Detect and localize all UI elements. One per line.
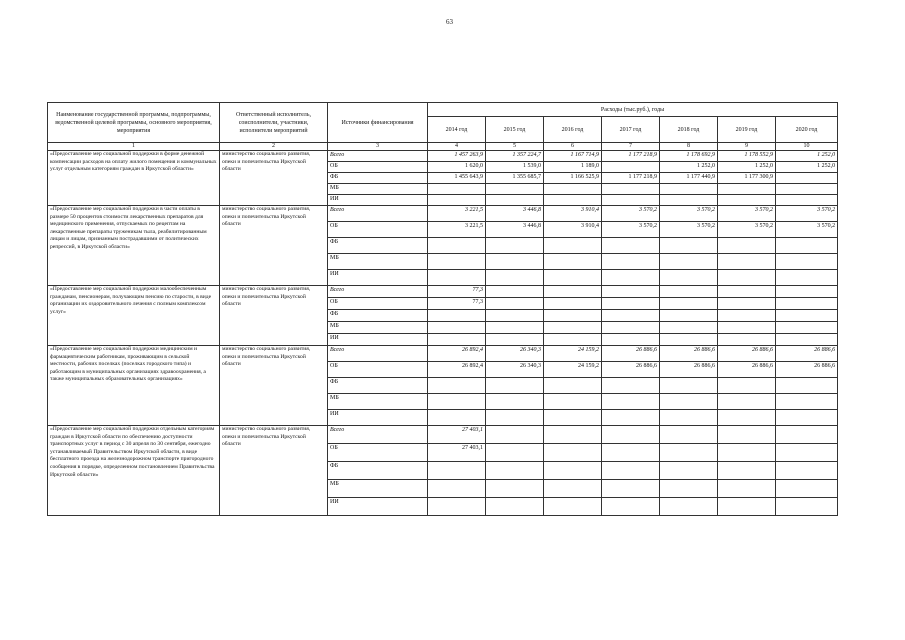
column-number: 7: [602, 143, 660, 151]
column-number: 4: [428, 143, 486, 151]
expense-value: 1 252,0: [660, 162, 718, 173]
expense-value: 77,3: [428, 286, 486, 298]
expense-value: [486, 394, 544, 410]
expense-value: 26 886,6: [776, 346, 838, 362]
expense-value: [718, 184, 776, 195]
expense-value: [602, 195, 660, 206]
expense-value: [660, 378, 718, 394]
responsible-executor: министерство социального развития, опеки и попечительства Иркутской области: [220, 346, 328, 426]
table-row: [48, 151, 838, 162]
expense-value: [544, 310, 602, 322]
expense-value: [486, 480, 544, 498]
expense-value: 1 177 218,9: [602, 173, 660, 184]
expense-value: 26 886,6: [660, 362, 718, 378]
expense-value: [718, 410, 776, 426]
expense-value: 24 159,2: [544, 346, 602, 362]
program-name: «Предоставление мер социальной поддержки медицинским и фармацевтическим работникам, проживающим в сельской местности, рабочих поселках (поселках городского типа) и работающим в муниципальных организациях здравоохранения, а также муниципальных образовательных организациях»: [48, 346, 220, 426]
expense-value: 26 886,6: [660, 346, 718, 362]
expense-value: [660, 498, 718, 516]
expense-value: [428, 322, 486, 334]
expense-value: [660, 238, 718, 254]
expense-value: [486, 195, 544, 206]
expense-value: [776, 334, 838, 346]
expense-value: [660, 426, 718, 444]
expense-value: [776, 173, 838, 184]
expense-value: 3 570,2: [660, 206, 718, 222]
funding-source: МБ: [328, 394, 428, 410]
expense-value: [776, 462, 838, 480]
expense-value: [486, 254, 544, 270]
expense-value: [718, 426, 776, 444]
expense-value: [660, 298, 718, 310]
expense-value: [718, 378, 776, 394]
expense-value: 3 570,2: [718, 222, 776, 238]
expense-value: [602, 334, 660, 346]
expense-value: [602, 480, 660, 498]
expense-value: 1 355 685,7: [486, 173, 544, 184]
funding-source: Всего: [328, 286, 428, 298]
expense-value: [486, 334, 544, 346]
expense-value: 3 570,2: [718, 206, 776, 222]
responsible-executor: министерство социального развития, опеки и попечительства Иркутской области: [220, 426, 328, 516]
expense-value: [486, 184, 544, 195]
expense-value: [486, 444, 544, 462]
expense-value: [776, 480, 838, 498]
expense-value: [602, 254, 660, 270]
expense-value: [660, 334, 718, 346]
expense-value: [718, 298, 776, 310]
expense-value: 1 620,0: [428, 162, 486, 173]
expense-value: 3 570,2: [776, 206, 838, 222]
expense-value: [602, 310, 660, 322]
header-year: 2014 год: [428, 117, 486, 143]
expense-value: [718, 254, 776, 270]
expense-value: [660, 462, 718, 480]
funding-source: МБ: [328, 322, 428, 334]
expense-value: 1 457 263,9: [428, 151, 486, 162]
expense-value: [428, 410, 486, 426]
expense-value: 1 252,0: [718, 162, 776, 173]
expense-value: [660, 394, 718, 410]
expense-value: [486, 498, 544, 516]
header-year: 2015 год: [486, 117, 544, 143]
column-number: 6: [544, 143, 602, 151]
expense-value: [486, 410, 544, 426]
expense-value: [602, 498, 660, 516]
expense-value: [486, 298, 544, 310]
expense-value: [776, 286, 838, 298]
expense-value: [602, 394, 660, 410]
expense-value: [544, 378, 602, 394]
header-year: 2020 год: [776, 117, 838, 143]
program-name: «Предоставление мер социальной поддержки в форме денежной компенсации расходов на оплату жилого помещения и коммунальных услуг отдельным категориям граждан в Иркутской области»: [48, 151, 220, 206]
expense-value: [428, 394, 486, 410]
expense-value: 3 221,5: [428, 222, 486, 238]
expense-value: [660, 410, 718, 426]
expense-value: 1 177 440,9: [660, 173, 718, 184]
expense-value: [718, 310, 776, 322]
expense-value: [776, 498, 838, 516]
column-number: 9: [718, 143, 776, 151]
expense-value: [602, 378, 660, 394]
expense-value: 1 189,0: [544, 162, 602, 173]
expense-value: 1 357 224,7: [486, 151, 544, 162]
expense-value: [486, 286, 544, 298]
expense-value: 27 403,1: [428, 444, 486, 462]
expense-value: [486, 270, 544, 286]
expense-value: [602, 184, 660, 195]
funding-source: ОБ: [328, 444, 428, 462]
table-row: [48, 286, 838, 298]
expense-value: [660, 195, 718, 206]
expense-value: [660, 310, 718, 322]
expense-value: [776, 310, 838, 322]
expense-value: [602, 238, 660, 254]
funding-source: Всего: [328, 426, 428, 444]
expense-value: [776, 254, 838, 270]
funding-source: ФБ: [328, 173, 428, 184]
funding-source: ФБ: [328, 238, 428, 254]
expense-value: [776, 298, 838, 310]
expense-value: [660, 444, 718, 462]
expense-value: 3 221,5: [428, 206, 486, 222]
expense-value: [544, 498, 602, 516]
expense-value: [486, 310, 544, 322]
expense-value: 3 910,4: [544, 222, 602, 238]
funding-source: ИИ: [328, 195, 428, 206]
expense-value: [428, 334, 486, 346]
expense-value: [544, 286, 602, 298]
expense-value: [428, 184, 486, 195]
expense-value: [776, 410, 838, 426]
expense-value: 1 178 692,9: [660, 151, 718, 162]
expense-value: [428, 498, 486, 516]
header-year: 2019 год: [718, 117, 776, 143]
expense-value: 1 177 300,9: [718, 173, 776, 184]
expense-value: [428, 254, 486, 270]
expense-value: [718, 394, 776, 410]
expense-value: [602, 286, 660, 298]
expense-value: [776, 378, 838, 394]
expense-value: [544, 410, 602, 426]
table-row: [48, 206, 838, 222]
expense-value: [602, 322, 660, 334]
header-year: 2016 год: [544, 117, 602, 143]
expense-value: [544, 394, 602, 410]
expense-value: [776, 270, 838, 286]
table-row: [48, 346, 838, 362]
funding-source: ФБ: [328, 310, 428, 322]
expense-value: [776, 238, 838, 254]
funding-source: ФБ: [328, 462, 428, 480]
expense-value: [544, 270, 602, 286]
expense-value: 3 570,2: [602, 222, 660, 238]
header-expenses: Расходы (тыс.руб.), годы: [428, 103, 838, 117]
expense-value: [776, 195, 838, 206]
expense-value: [660, 322, 718, 334]
expense-value: [544, 462, 602, 480]
funding-source: ОБ: [328, 162, 428, 173]
expense-value: [428, 378, 486, 394]
expense-value: [718, 286, 776, 298]
expense-value: [486, 378, 544, 394]
expense-value: [718, 334, 776, 346]
expense-value: 3 570,2: [602, 206, 660, 222]
funding-source: МБ: [328, 184, 428, 195]
expense-value: 3 446,8: [486, 206, 544, 222]
expense-value: [602, 462, 660, 480]
expense-value: [428, 480, 486, 498]
expense-value: 27 403,1: [428, 426, 486, 444]
header-year: 2017 год: [602, 117, 660, 143]
expense-value: 26 340,3: [486, 362, 544, 378]
expense-value: [660, 270, 718, 286]
expense-value: 1 539,0: [486, 162, 544, 173]
expense-value: [428, 195, 486, 206]
program-name: «Предоставление мер социальной поддержки малообеспеченным гражданам, пенсионерам, получающим пенсию по старости, в виде организации их оздоровительного лечения с полным комплексом услуг»: [48, 286, 220, 346]
expense-value: 26 886,6: [602, 362, 660, 378]
expense-value: [660, 480, 718, 498]
expense-value: 26 340,3: [486, 346, 544, 362]
expense-value: [544, 238, 602, 254]
funding-source: ОБ: [328, 362, 428, 378]
funding-source: Всего: [328, 206, 428, 222]
expense-value: [428, 238, 486, 254]
expense-value: [718, 270, 776, 286]
expense-value: [660, 286, 718, 298]
expense-value: [602, 426, 660, 444]
expense-value: [776, 444, 838, 462]
column-number: 8: [660, 143, 718, 151]
expense-value: [544, 322, 602, 334]
expense-value: [544, 195, 602, 206]
funding-source: ОБ: [328, 222, 428, 238]
column-number: 2: [220, 143, 328, 151]
expense-value: [544, 444, 602, 462]
expense-value: [602, 298, 660, 310]
column-number: 3: [328, 143, 428, 151]
expense-value: 3 570,2: [776, 222, 838, 238]
header-year: 2018 год: [660, 117, 718, 143]
expense-value: 26 886,6: [776, 362, 838, 378]
expense-value: [718, 462, 776, 480]
expense-value: [602, 162, 660, 173]
table-row: [48, 426, 838, 444]
expense-value: 1 252,0: [776, 151, 838, 162]
expense-value: 1 455 643,9: [428, 173, 486, 184]
expense-value: [718, 498, 776, 516]
expense-value: [486, 462, 544, 480]
expense-value: [428, 310, 486, 322]
expense-value: [486, 322, 544, 334]
expense-value: [544, 480, 602, 498]
expense-value: [602, 444, 660, 462]
expense-value: 1 178 552,9: [718, 151, 776, 162]
expense-value: 24 159,2: [544, 362, 602, 378]
funding-source: ИИ: [328, 334, 428, 346]
expense-value: 3 570,2: [660, 222, 718, 238]
expense-value: [544, 334, 602, 346]
header-responsible: Ответственный исполнитель, соисполнители, участники, исполнители мероприятий: [220, 103, 328, 143]
expense-value: 26 892,4: [428, 362, 486, 378]
expense-value: [428, 270, 486, 286]
expense-value: [544, 426, 602, 444]
expense-value: 3 910,4: [544, 206, 602, 222]
expense-value: 1 167 714,9: [544, 151, 602, 162]
expense-value: [486, 426, 544, 444]
expense-value: 26 886,6: [718, 346, 776, 362]
expense-value: 77,3: [428, 298, 486, 310]
expense-value: [718, 322, 776, 334]
funding-source: Всего: [328, 151, 428, 162]
expense-value: 1 252,0: [776, 162, 838, 173]
funding-source: ОБ: [328, 298, 428, 310]
responsible-executor: министерство социального развития, опеки и попечительства Иркутской области: [220, 151, 328, 206]
expense-value: 26 886,6: [602, 346, 660, 362]
header-name: Наименование государственной программы, подпрограммы, ведомственной целевой программы, основного мероприятия, мероприятия: [48, 103, 220, 143]
expense-value: [776, 322, 838, 334]
program-name: «Предоставление мер социальной поддержки отдельным категориям граждан в Иркутской области по обеспечению доступности транспортных услуг в период с 30 апреля по 30 сентября, ежегодно устанавливаемый Правительством Иркутской области, в виде бесплатного проезда на железнодорожном транспорте пригородного сообщения в порядке, определенном постановлением Правительства Иркутской области»: [48, 426, 220, 516]
funding-source: Всего: [328, 346, 428, 362]
funding-source: ИИ: [328, 270, 428, 286]
expense-value: [602, 410, 660, 426]
header-source: Источники финансирования: [328, 103, 428, 143]
expense-value: [718, 480, 776, 498]
expense-value: [718, 238, 776, 254]
expense-value: [660, 184, 718, 195]
expense-value: [428, 462, 486, 480]
expense-value: [776, 426, 838, 444]
responsible-executor: министерство социального развития, опеки и попечительства Иркутской области: [220, 206, 328, 286]
expense-value: [544, 184, 602, 195]
expense-value: [602, 270, 660, 286]
expense-value: [660, 254, 718, 270]
expense-value: 3 446,8: [486, 222, 544, 238]
expense-value: 1 177 218,9: [602, 151, 660, 162]
funding-source: ИИ: [328, 498, 428, 516]
expense-value: [544, 254, 602, 270]
expense-value: [776, 184, 838, 195]
expense-value: 26 886,6: [718, 362, 776, 378]
expense-value: [776, 394, 838, 410]
expense-value: [486, 238, 544, 254]
expense-value: [718, 444, 776, 462]
funding-source: ИИ: [328, 410, 428, 426]
column-number: 5: [486, 143, 544, 151]
column-number: 1: [48, 143, 220, 151]
funding-source: МБ: [328, 254, 428, 270]
expense-value: [718, 195, 776, 206]
budget-table: [47, 102, 838, 516]
program-name: «Предоставление мер социальной поддержки в части оплаты в размере 50 процентов стоимости лекарственных препаратов для медицинского применения, отпускаемых по рецептам на лекарственные препараты труженикам тыла, реабилитированным лицам и лицам, признанным пострадавшими от политических репрессий, в Иркутской области»: [48, 206, 220, 286]
expense-value: [544, 298, 602, 310]
expense-value: 26 892,4: [428, 346, 486, 362]
expense-value: 1 166 525,9: [544, 173, 602, 184]
page-number: 63: [446, 18, 453, 26]
funding-source: ФБ: [328, 378, 428, 394]
funding-source: МБ: [328, 480, 428, 498]
responsible-executor: министерство социального развития, опеки и попечительства Иркутской области: [220, 286, 328, 346]
column-number: 10: [776, 143, 838, 151]
